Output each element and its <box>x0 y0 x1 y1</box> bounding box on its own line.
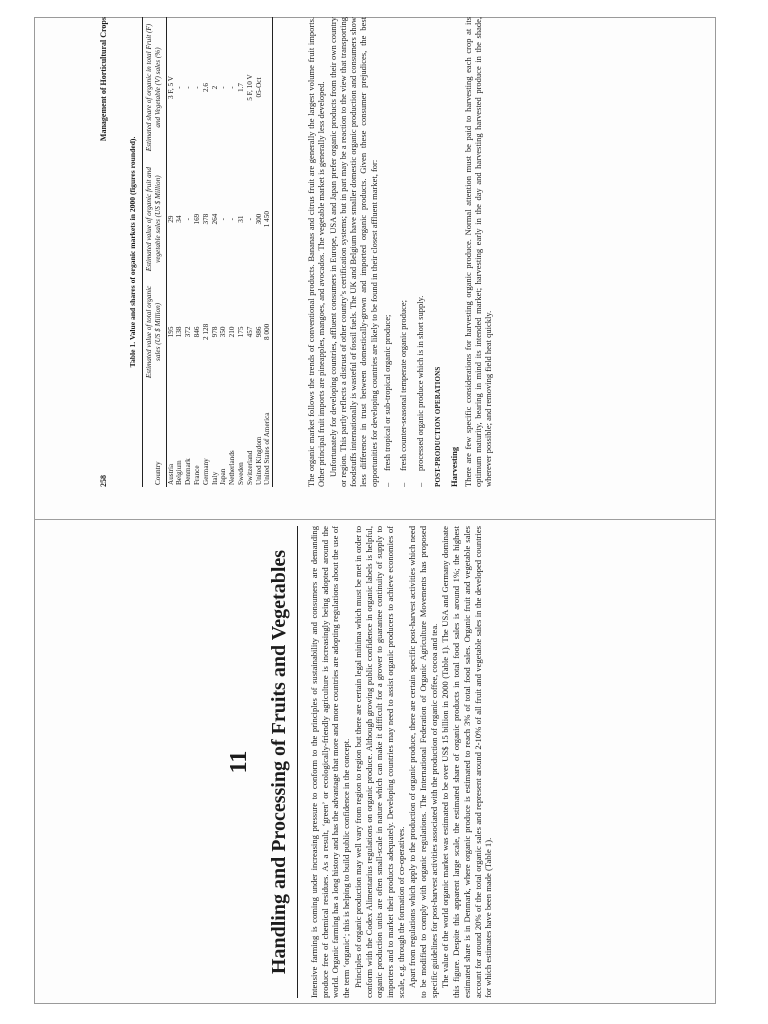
table-row <box>211 17 220 487</box>
table-cell-value: - <box>228 86 237 89</box>
column-header-country: Country <box>143 384 167 487</box>
table-cell-value: - <box>175 86 184 89</box>
table-body <box>166 17 273 487</box>
bullet-item <box>398 17 408 487</box>
table-cell-value <box>263 17 272 158</box>
table-row <box>219 17 228 487</box>
table-cell-value: 195 <box>166 326 175 338</box>
table-cell-country: Sweden <box>236 462 245 485</box>
table-cell-value: - <box>184 217 193 221</box>
table-cell-country: Belgium <box>175 460 184 485</box>
table-cell-value: 457 <box>245 326 254 338</box>
section-heading: POST-PRODUCTION OPERATIONS <box>433 366 442 487</box>
title-rule <box>297 526 298 998</box>
table-cell-value: 169 <box>192 213 201 225</box>
table-cell-value: 378 <box>201 213 210 225</box>
table-row <box>263 17 272 487</box>
paragraph: Intensive farming is coming under increasing pressure to conform to the principles of sustainability and consumers are demanding produce free of chemical residues. As a result, ‘green’ or ecologically-friendly agriculture is increasingly being adopted around the world. Organic farming has a long history and has the advantage that more and more countries are adopting regulations about the use of the term ‘organic’; this is helping to build public confidence in the concept. <box>309 526 352 998</box>
table-cell-value: - <box>245 217 254 221</box>
table-header-row <box>143 17 167 487</box>
table-cell-value: 2 128 <box>201 323 210 340</box>
table-cell-value: 986 <box>254 326 263 338</box>
table-caption: Table 1. Value and shares of organic markets in 2000 (figures rounded). <box>128 136 137 368</box>
paragraph: Apart from regulations which apply to the production of organic produce, there are certain specific post-harvest activities which need to be modified to comply with organic regulations. The International Federation of Organic Agriculture Movements has proposed specific guidelines for post-harvest activities associated with the production of organic coffee, cocoa and tea. <box>407 526 439 998</box>
bullet-list <box>382 17 425 487</box>
bullet-text: processed organic produce which is in short supply. <box>414 295 425 471</box>
table-cell-value: 300 <box>254 213 263 225</box>
table-cell-value: 846 <box>192 326 201 338</box>
table-cell-country: Italy <box>210 471 219 485</box>
column-header-share: Estimated share of organic in total Fruit (F) and Vegetable (V) sales (%) <box>143 17 167 158</box>
bullet-marker: – <box>414 482 425 487</box>
table-cell-value: 175 <box>236 326 245 338</box>
table-row <box>202 17 211 487</box>
paragraph: The value of the world organic market was estimated to be over US$ 15 billion in 2000 (Table 1). The USA and Germany dominate this figure. Despite this apparent large scale, the estimated share of organic products in total food sales is around 1%; the highest estimated share is in Denmark, where organic produce is estimated to reach 3% of total food sales. Organic fruit and vegetable sales account for around 20% of the total organic sales and represent around 2-10% of all fruit and vegetable sales in the developed countries for which estimates have been made (Table 1). <box>440 526 494 998</box>
table-cell-value: 1 450 <box>263 158 272 280</box>
table-cell-value: 1.7 <box>236 83 245 93</box>
organic-market-table <box>142 17 273 487</box>
table-row <box>184 17 193 487</box>
bullet-marker: – <box>398 482 409 487</box>
table-cell-value: - <box>184 86 193 89</box>
bullet-text: fresh counter-seasonal temperate organic produce; <box>398 299 409 471</box>
paragraph: There are few specific considerations for harvesting organic produce. Normal attention must be paid to harvesting each crop at its optimum maturity, bearing in mind its intended market; harvesting early in the day and harvesting harvested produce in the shade, wherever possible; and removing field heat quickly. <box>462 17 494 487</box>
table-cell-value: 05-Oct <box>254 77 263 98</box>
bullet-item <box>382 17 392 487</box>
table-row <box>228 17 237 487</box>
table-cell-country: Japan <box>219 468 228 485</box>
column-header-total-sales: Estimated value of total organic sales (US $ Million) <box>143 280 167 383</box>
table-cell-value: 5 F, 10 V <box>245 74 254 101</box>
table-row <box>255 17 264 487</box>
table-cell-country: Austria <box>166 463 175 485</box>
table-cell-value: 31 <box>236 215 245 223</box>
chapter-opening-page <box>225 524 670 1000</box>
table-cell-country: Netherlands <box>228 450 237 485</box>
chapter-title: Handling and Processing of Fruits and Vegetables <box>268 549 290 975</box>
table-cell-country: United States of America <box>263 384 272 487</box>
table-row <box>166 17 175 487</box>
column-header-fruit-veg-sales: Estimated value of organic fruit and vegetable sales (US $ Million) <box>143 158 167 280</box>
paragraph: The organic market follows the trends of conventional products. Bananas and citrus fruit are generally the largest volume fruit imports. Other principal fruit imports are pineapples, mangoes, and avocados. The vegetable market is generally less developed. <box>306 17 327 487</box>
table-row <box>193 17 202 487</box>
table-cell-value: - <box>192 86 201 89</box>
table-cell-country: United Kingdom <box>254 436 263 485</box>
paragraph: Unfortunately for developing countries, affluent consumers in Europe, USA and Japan prefer organic products from their own country or region. This partly reflects a distrust of other country’s certification systems; but in part may be a reaction to the view that transporting foodstuffs internationally is wasteful of fossil fuels. The UK and Belgium have smaller domestic organic production and consumers show less difference in trust between domestically-grown and imported organic products. Given these consumer prejudices, the best opportunities for developing countries are likely to be found in their closest affluent market, for: <box>327 17 379 487</box>
table-cell-value: - <box>228 217 237 221</box>
table-cell-value: 350 <box>219 326 228 338</box>
subsection-heading: Harvesting <box>449 446 460 487</box>
table-cell-value: 3 F, 5 V <box>166 76 175 99</box>
table-cell-value: - <box>219 217 228 221</box>
table-cell-value: 2.6 <box>201 83 210 93</box>
table-row <box>246 17 255 487</box>
bullet-marker: – <box>382 482 393 487</box>
chapter-number: 11 <box>226 750 252 774</box>
table-cell-value: 210 <box>228 326 237 338</box>
table-cell-value: 8 000 <box>263 280 272 383</box>
chapter-body <box>309 526 495 998</box>
table-row <box>237 17 246 487</box>
table-cell-value: 978 <box>210 326 219 338</box>
table-cell-country: France <box>192 465 201 485</box>
running-head <box>98 17 110 487</box>
running-title: Management of Horticultural Crops <box>99 17 108 142</box>
table-cell-value: 264 <box>210 213 219 225</box>
table-cell-value: - <box>219 86 228 89</box>
table-cell-country: Switzerland <box>245 450 254 485</box>
table-cell-value: 2 <box>210 85 219 90</box>
table-cell-value: 372 <box>184 326 193 338</box>
table-cell-value: 138 <box>175 326 184 338</box>
book-page-258 <box>98 17 492 487</box>
table-cell-value: 29 <box>166 215 175 223</box>
page-body <box>306 17 494 487</box>
bullet-text: fresh tropical or sub-tropical organic produce; <box>382 314 393 471</box>
table-cell-country: Denmark <box>184 458 193 485</box>
paragraph: Principles of organic production may well vary from region to region but there are certain legal minima which must be met in order to conform with the Codex Alimentarius regulations on organic produce. Although growing public confidence in organic labels is helpful, organic production units are often small-scale in nature which can make it difficult for a grower to guarantee continuity of supply to importers and to market their products adequately. Developing countries may need to assist organic producers to achieve economies of scale, e.g. through the formation of co-operatives. <box>352 526 406 998</box>
table-row <box>175 17 184 487</box>
table-cell-country: Germany <box>201 458 210 485</box>
table-cell-value: 34 <box>175 215 184 223</box>
page-number: 258 <box>99 475 108 487</box>
page-gutter <box>34 519 716 520</box>
bullet-item <box>415 17 425 487</box>
